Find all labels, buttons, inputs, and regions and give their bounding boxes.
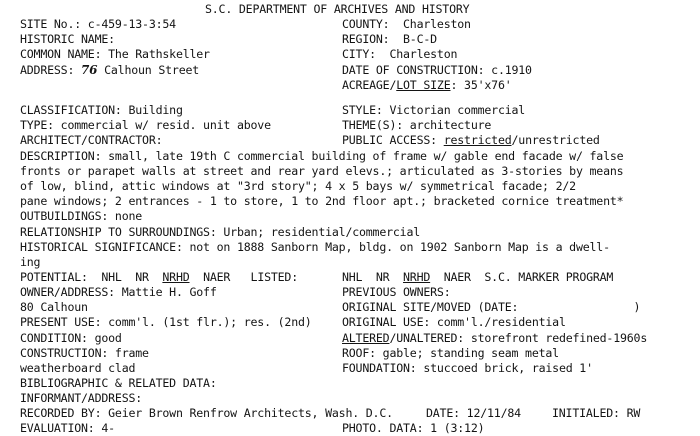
description-line-4: pane windows; 2 entrances - 1 to store, 1 to 2nd floor apt.; bracketed cornice treatment*	[20, 194, 624, 208]
description-line-2: fronts or parapet walls at street and rear yard elevs.; articulated as 3-stories by means	[20, 164, 624, 178]
site-number: SITE No.: c-459-13-3:54	[20, 17, 176, 31]
construction-line-2: weatherboard clad	[20, 361, 136, 375]
photo-data: PHOTO. DATA: 1 (3:12)	[342, 421, 485, 435]
potential-designations	[20, 269, 298, 285]
type: TYPE: commercial w/ resid. unit above	[20, 118, 271, 132]
owner-address-line-2: 80 Calhoun	[20, 300, 88, 314]
architect-contractor: ARCHITECT/CONTRACTOR:	[20, 133, 163, 147]
listed-designations	[342, 269, 613, 285]
description-line-1: DESCRIPTION: small, late 19th C commercial building of frame w/ gable end facade w/ false	[20, 149, 624, 163]
recorded-by: RECORDED BY: Geier Brown Renfrow Architects, Wash. D.C.	[20, 406, 393, 420]
original-use: ORIGINAL USE: comm'l./residential	[342, 315, 566, 329]
address-label: ADDRESS:	[20, 63, 82, 77]
outbuildings: OUTBUILDINGS: none	[20, 209, 143, 223]
potential-suffix: NAER LISTED:	[189, 270, 298, 284]
acreage-value: : 35'x76'	[450, 78, 512, 92]
address-number-handwritten: 76	[81, 63, 98, 77]
informant-address: INFORMANT/ADDRESS:	[20, 391, 143, 405]
acreage-lot-size	[342, 77, 512, 93]
page-title: S.C. DEPARTMENT OF ARCHIVES AND HISTORY	[205, 2, 470, 16]
initialed: INITIALED: RW	[552, 406, 641, 420]
construction: CONSTRUCTION: frame	[20, 346, 149, 360]
bibliographic-data: BIBLIOGRAPHIC & RELATED DATA:	[20, 376, 217, 390]
foundation: FOUNDATION: stuccoed brick, raised 1'	[342, 361, 593, 375]
potential-prefix: POTENTIAL: NHL NR	[20, 270, 163, 284]
date-recorded: DATE: 12/11/84	[426, 406, 521, 420]
potential-nrhd: NRHD	[162, 270, 190, 284]
description-line-3: of low, blind, attic windows at "3rd story"; 4 x 5 bays w/ symmetrical facade; 2/2	[20, 179, 576, 193]
listed-nrhd: NRHD	[403, 270, 431, 284]
historical-significance-line-2: ing	[20, 255, 41, 269]
themes: THEME(S): architecture	[342, 118, 492, 132]
original-site-moved: ORIGINAL SITE/MOVED (DATE: )	[342, 300, 641, 314]
roof: ROOF: gable; standing seam metal	[342, 346, 559, 360]
evaluation: EVALUATION: 4-	[20, 421, 115, 435]
owner-address: OWNER/ADDRESS: Mattie H. Goff	[20, 285, 217, 299]
altered-label: ALTERED	[342, 331, 390, 345]
common-name: COMMON NAME: The Rathskeller	[20, 47, 210, 61]
date-of-construction: DATE OF CONSTRUCTION: c.1910	[342, 63, 532, 77]
condition: CONDITION: good	[20, 331, 122, 345]
historic-name: HISTORIC NAME:	[20, 32, 115, 46]
altered-rest: /UNALTERED: storefront redefined-1960s	[389, 331, 648, 345]
region: REGION: B-C-D	[342, 32, 437, 46]
relationship-to-surroundings: RELATIONSHIP TO SURROUNDINGS: Urban; residential/commercial	[20, 225, 421, 239]
present-use: PRESENT USE: comm'l. (1st flr.); res. (2nd)	[20, 315, 312, 329]
historical-significance-line-1: HISTORICAL SIGNIFICANCE: not on 1888 Sanborn Map, bldg. on 1902 Sanborn Map is a dwell-	[20, 240, 610, 254]
address	[20, 62, 199, 78]
lot-size-label: LOT SIZE	[396, 78, 451, 92]
style: STYLE: Victorian commercial	[342, 103, 526, 117]
classification: CLASSIFICATION: Building	[20, 103, 183, 117]
acreage-label: ACREAGE/	[342, 78, 397, 92]
county: COUNTY: Charleston	[342, 17, 471, 31]
public-access-restricted: restricted	[443, 133, 512, 147]
public-access-rest: /unrestricted	[511, 133, 600, 147]
address-street: Calhoun Street	[97, 63, 200, 77]
city: CITY: Charleston	[342, 47, 458, 61]
previous-owners: PREVIOUS OWNERS:	[342, 285, 451, 299]
altered-unaltered	[342, 330, 647, 346]
listed-suffix: NAER S.C. MARKER PROGRAM	[430, 270, 614, 284]
listed-prefix: NHL NR	[342, 270, 404, 284]
public-access-label: PUBLIC ACCESS:	[342, 133, 444, 147]
public-access	[342, 132, 600, 148]
